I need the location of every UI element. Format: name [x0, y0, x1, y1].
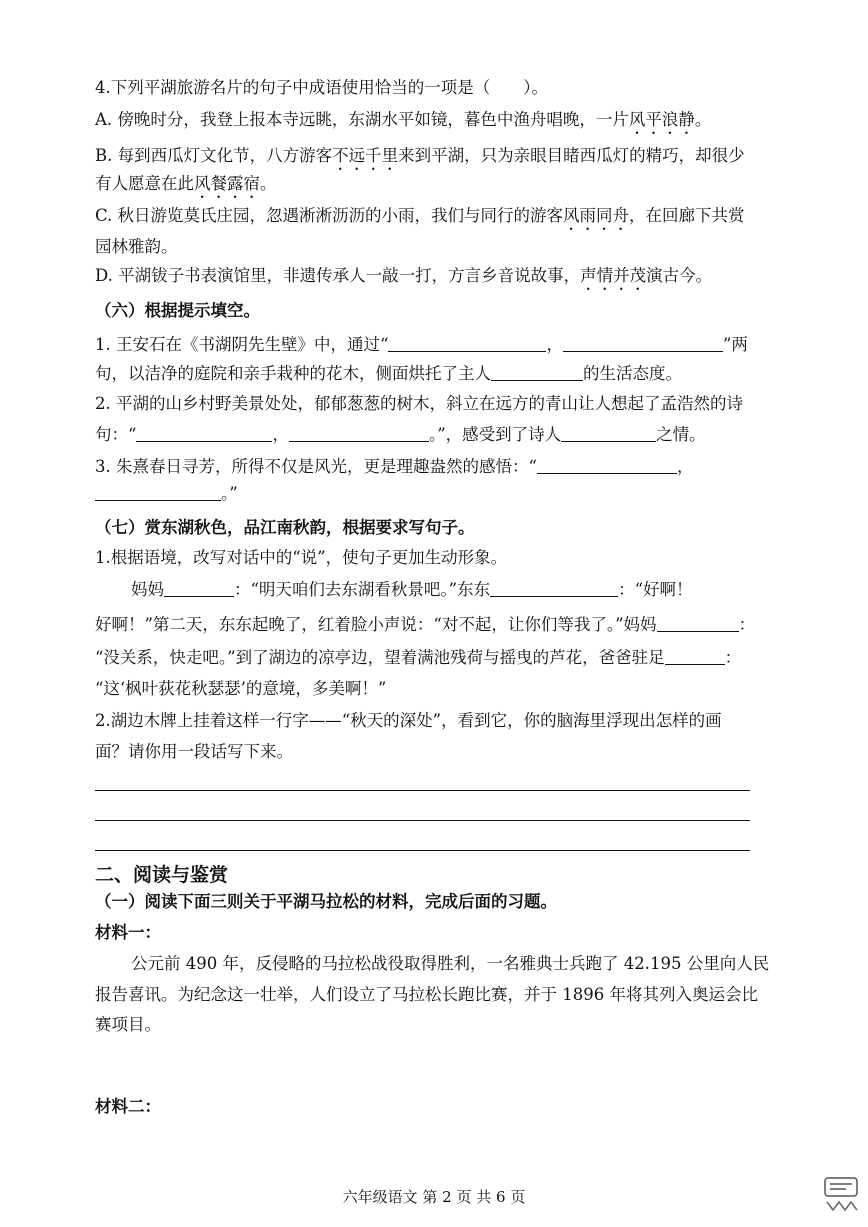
s6-item3-end: 。” [221, 484, 238, 503]
s6-item2-line2 [95, 423, 785, 447]
s6-item1-comma: ， [546, 335, 563, 354]
s6-item1-line1 [95, 333, 785, 357]
s7-q2-line2: 面？请你用一段话写下来。 [95, 742, 293, 761]
page-footer: 六年级语文 第 2 页 共 6 页 [342, 1188, 526, 1206]
dialog-text: ：“好啊！ [618, 580, 693, 599]
s7-dialog-line3 [95, 646, 785, 670]
s6-item1-text: 1. 王安石在《书湖阴先生壁》中，通过“ [95, 335, 389, 354]
dialog-text: 好啊！”第二天，东东起晚了，红着脸小声说：“对不起，让你们等我了。”妈妈 [95, 615, 657, 634]
s6-item1-line2 [95, 362, 785, 386]
option-d-text: D. 平湖钹子书表演馆里，非遗传承人一敲一打，方言乡音说故事， [95, 266, 581, 285]
s7-q1: 1.根据语境，改写对话中的“说”，使句子更加生动形象。 [95, 548, 508, 567]
section-7-title: （七）赏东湖秋色，品江南秋韵，根据要求写句子。 [95, 518, 475, 537]
option-b-text-3: 有人愿意在此 [95, 174, 194, 193]
option-b-text-2: 来到平湖，只为亲眼目睹西瓜灯的精巧，却很少 [398, 146, 745, 165]
s6-item3-line2 [95, 482, 785, 506]
option-d-end: 演古今。 [646, 266, 713, 285]
answer-blank[interactable] [665, 646, 725, 665]
material-2-label: 材料二： [95, 1097, 161, 1116]
q4-option-c-line1 [95, 204, 785, 234]
answer-blank[interactable] [388, 333, 546, 352]
option-c-idiom: 风雨同舟 [563, 206, 630, 225]
material-1-label: 材料一： [95, 923, 161, 942]
s7-dialog-line1 [131, 578, 821, 602]
option-a-text: A. 傍晚时分，我登上报本寺远眺，东湖水平如镜，暮色中渔舟唱晚，一片 [95, 110, 629, 129]
q4-stem: 4.下列平湖旅游名片的句子中成语使用恰当的一项是（ ）。 [95, 78, 548, 97]
option-b-text: B. 每到西瓜灯文化节，八方游客 [95, 146, 333, 165]
part-2-heading: 二、阅读与鉴赏 [95, 864, 229, 886]
answer-blank[interactable] [95, 482, 221, 501]
answer-blank[interactable] [537, 455, 677, 474]
s6-item1-end-2: 的生活态度。 [583, 364, 682, 383]
answer-blank[interactable] [164, 578, 234, 597]
s6-item2-text: 句：“ [95, 425, 137, 444]
q4-option-c-line2: 园林雅韵。 [95, 237, 178, 256]
s7-q2-line1: 2.湖边木牌上挂着这样一行字——“秋天的深处”，看到它，你的脑海里浮现出怎样的画 [95, 711, 722, 730]
q4-option-b-line2 [95, 172, 785, 202]
option-a-idiom: 风平浪静 [628, 110, 695, 129]
option-d-idiom: 声情并茂 [580, 266, 647, 285]
answer-blank[interactable] [490, 578, 618, 597]
option-b-idiom-1: 不远千里 [332, 146, 399, 165]
writing-line[interactable] [95, 850, 750, 851]
s6-item2-text-2: 。”，感受到了诗人 [428, 425, 562, 444]
answer-blank[interactable] [561, 423, 656, 442]
dialog-text: ： [738, 615, 756, 634]
dialog-text: ： [724, 648, 742, 667]
s6-item2-line1: 2. 平湖的山乡村野美景处处，郁郁葱葱的树木，斜立在远方的青山让人想起了孟浩然的诗 [95, 394, 743, 413]
option-b-end: 。 [260, 174, 277, 193]
dialog-text: 妈妈 [131, 580, 164, 599]
section-6-title: （六）根据提示填空。 [95, 301, 260, 320]
part-2-subheading: （一）阅读下面三则关于平湖马拉松的材料，完成后面的习题。 [95, 892, 557, 911]
corner-logo-icon [822, 1172, 862, 1218]
answer-blank[interactable] [136, 423, 272, 442]
writing-line[interactable] [95, 790, 750, 791]
q4-option-a [95, 108, 785, 138]
option-a-end: 。 [694, 110, 712, 129]
s7-dialog-line4: “这‘枫叶荻花秋瑟瑟’的意境，多美啊！” [95, 679, 387, 698]
s6-item2-comma: ， [272, 425, 289, 444]
s6-item1-text-2: 句，以洁净的庭院和亲手栽种的花木，侧面烘托了主人 [95, 364, 491, 383]
answer-blank[interactable] [491, 362, 583, 381]
answer-blank[interactable] [289, 423, 429, 442]
material-1-line2: 报告喜讯。为纪念这一壮举，人们设立了马拉松长跑比赛，并于 1896 年将其列入奥运会比 [95, 985, 758, 1004]
answer-blank[interactable] [657, 613, 739, 632]
q4-option-b-line1 [95, 144, 785, 174]
s7-dialog-line2 [95, 613, 785, 637]
material-1-line3: 赛项目。 [95, 1015, 161, 1034]
dialog-text: ：“明天咱们去东湖看秋景吧。”东东 [234, 580, 491, 599]
option-b-idiom-2: 风餐露宿 [194, 174, 260, 193]
writing-line[interactable] [95, 820, 750, 821]
s6-item3-line1 [95, 455, 785, 479]
option-c-text: C. 秋日游览莫氏庄园，忽遇淅淅沥沥的小雨，我们与同行的游客 [95, 206, 564, 225]
dialog-text: “没关系，快走吧。”到了湖边的凉亭边，望着满池残荷与摇曳的芦花，爸爸驻足 [95, 648, 665, 667]
answer-blank[interactable] [563, 333, 723, 352]
s6-item3-comma: ， [676, 457, 694, 476]
material-1-line1: 公元前 490 年，反侵略的马拉松战役取得胜利，一名雅典士兵跑了 42.195 公里向人民 [131, 954, 770, 973]
s6-item1-end: ”两 [722, 335, 748, 354]
s6-item3-text: 3. 朱熹春日寻芳，所得不仅是风光，更是理趣盎然的感悟：“ [95, 457, 537, 476]
s6-item2-end: 之情。 [656, 425, 706, 444]
option-c-text-2: ，在回廊下共赏 [629, 206, 745, 225]
q4-option-d [95, 264, 785, 294]
